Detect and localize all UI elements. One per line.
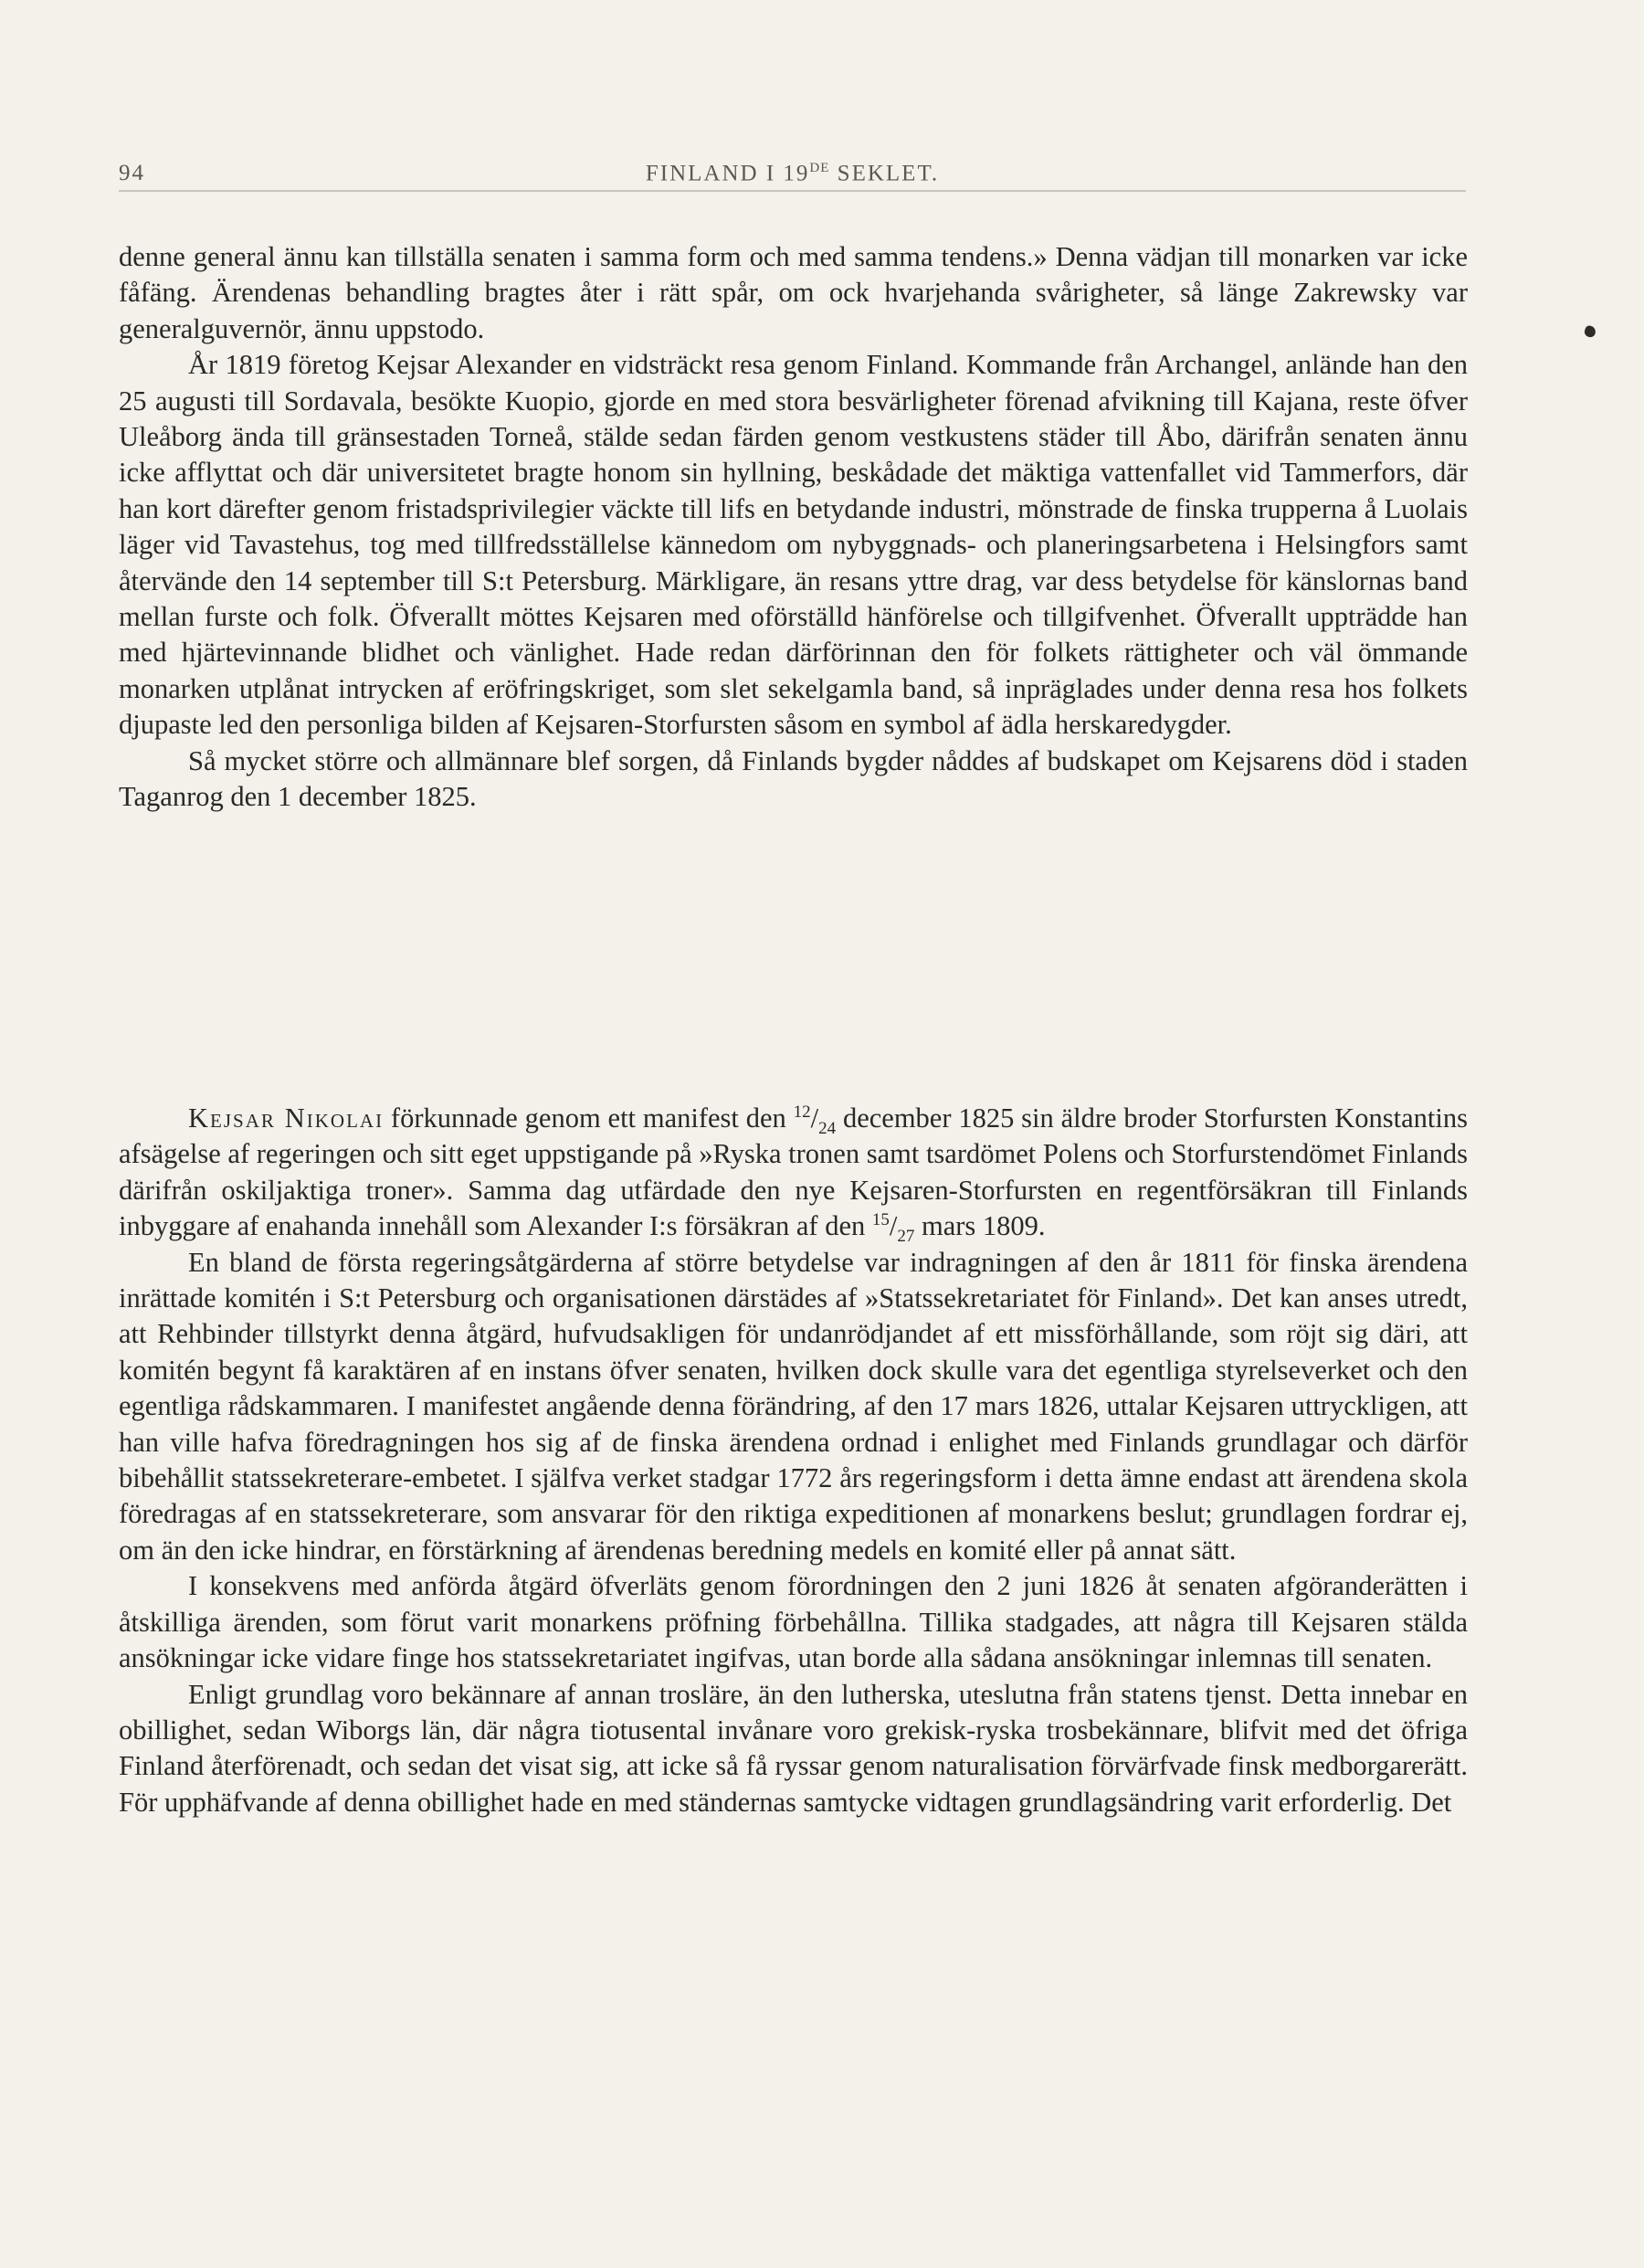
running-title-superscript: DE bbox=[809, 161, 830, 175]
date-fraction-numerator: 15 bbox=[871, 1210, 890, 1230]
text-block-nikolai bbox=[119, 1101, 1468, 1820]
running-title-tail: SEKLET. bbox=[829, 161, 940, 186]
emperor-name-smallcaps: Kejsar Nikolai bbox=[188, 1102, 385, 1134]
running-title-main: FINLAND I 19 bbox=[645, 161, 810, 186]
date-fraction-numerator: 12 bbox=[793, 1102, 811, 1122]
paragraph-continuation: denne general ännu kan tillställa senaten i samma form och med samma tendens.» Denna vädjan till monarken var icke fåfäng. Ärendenas behandling bragtes åter i rätt spår, om ock hvarjehanda svårigheter, så länge Zakrewsky var generalguvernör, ännu uppstodo. bbox=[119, 241, 1468, 344]
paragraph: En bland de första regeringsåtgärderna af större betydelse var indragningen af den år 1811 för finska ärendena inrättade komitén i S:t Petersburg och organisationen därstädes af »Statssekretariatet för Finland». Det kan anses utredt, att Rehbinder tillstyrkt denna åtgärd, hufvudsakligen för undanrödjandet af ett missförhållande, som röjt sig däri, att komitén begynt få karaktären af en instans öfver senaten, hvilken dock skulle vara det egentliga styrelseverket och den egentliga rådskammaren. I manifestet angående denna förändring, af den 17 mars 1826, uttalar Kejsaren uttryckligen, att han ville hafva föredragningen hos sig af de finska ärendena ordnad i enlighet med Finlands grundlagar och därför bibehållit statssekreterare-embetet. I själfva verket stadgar 1772 års regeringsform i detta ämne endast att ärendena skola föredragas af en statssekreterare, som ansvarar för den riktiga expeditionen af monarkens beslut; grundlagen fordrar ej, om än den icke hindrar, en förstärkning af ärendenas beredning medels en komité eller på annat sätt. bbox=[119, 1246, 1468, 1566]
date-fraction-denominator: 24 bbox=[818, 1119, 837, 1139]
paragraph: Enligt grundlag voro bekännare af annan trosläre, än den lutherska, uteslutna från statens tjenst. Detta innebar en obillighet, sedan Wiborgs län, där några tiotusental invånare voro grekisk-ryska trosbekännare, blifvit med det öfriga Finland återförenadt, och sedan det visat sig, att icke så få ryssar genom naturalisation förvärfvade finsk medborgarerätt. För upphäfvande af denna obillighet hade en med ständernas samtycke vidtagen grundlagsändring varit erforderlig. Det bbox=[119, 1678, 1468, 1818]
text-block-alexander bbox=[119, 239, 1468, 816]
page-number: 94 bbox=[119, 161, 145, 185]
margin-ink-mark bbox=[1583, 324, 1597, 338]
running-header bbox=[119, 153, 1466, 192]
running-title bbox=[119, 161, 1466, 186]
paragraph: I konsekvens med anförda åtgärd öfverläts genom förordningen den 2 juni 1826 åt senaten afgöranderätten i åtskilliga ärenden, som förut varit monarkens pröfning förbehållna. Tillika stadgades, att några till Kejsaren stälda ansökningar icke vidare finge hos statssekretariatet ingifvas, utan borde alla sådana ansökningar inlemnas till senaten. bbox=[119, 1570, 1468, 1674]
paragraph: Så mycket större och allmännare blef sorgen, då Finlands bygder nåddes af budskapet om Kejsarens död i staden Taganrog den 1 december 1825. bbox=[119, 744, 1468, 813]
paragraph-opening: Kejsar Nikolai förkunnade genom ett manifest den $^{12}/_{24}$ december 1825 sin äldre broder Storfursten Konstantins afsägelse af regeringen och sitt eget uppstigande på »Ryska tronen samt tsardömet Polens och Storfurstendömet Finlands därifrån oskiljaktiga troner». Samma dag utfärdade den nye Kejsaren-Storfursten en regentförsäkran till Finlands inbyggare af enahanda innehåll som Alexander I:s försäkran af den $^{15}/_{27}$ mars 1809. bbox=[119, 1102, 1468, 1247]
paragraph: År 1819 företog Kejsar Alexander en vidsträckt resa genom Finland. Kommande från Archangel, anlände han den 25 augusti till Sordavala, besökte Kuopio, gjorde en med stora besvärligheter förenad afvikning till Kajana, reste öfver Uleåborg ända till gränsestaden Torneå, stälde sedan färden genom vestkustens städer till Åbo, därifrån senaten ännu icke afflyttat och där universitetet bragte honom sin hyllning, beskådade det mäktiga vattenfallet vid Tammerfors, där han kort därefter genom fristadsprivilegier väckte till lifs en betydande industri, mönstrade de finska trupperna å Luolais läger vid Tavastehus, tog med tillfredsställelse kännedom om nybyggnads- och planeringsarbetena i Helsingfors samt återvände den 14 september till S:t Petersburg. Märkligare, än resans yttre drag, var dess betydelse för känslornas band mellan furste och folk. Öfverallt möttes Kejsaren med oförställd hänförelse och tillgifvenhet. Öfverallt uppträdde han med hjärtevinnande blidhet och vänlighet. Hade redan därförinnan den för folkets rättigheter och väl ömmande monarken utplånat intrycken af eröfringskriget, som slet sekelgamla band, så inpräglades under denna resa hos folkets djupaste led den personliga bilden af Kejsaren-Storfursten såsom en symbol af ädla herskaredygder. bbox=[119, 349, 1468, 741]
date-fraction-denominator: 27 bbox=[897, 1227, 915, 1247]
